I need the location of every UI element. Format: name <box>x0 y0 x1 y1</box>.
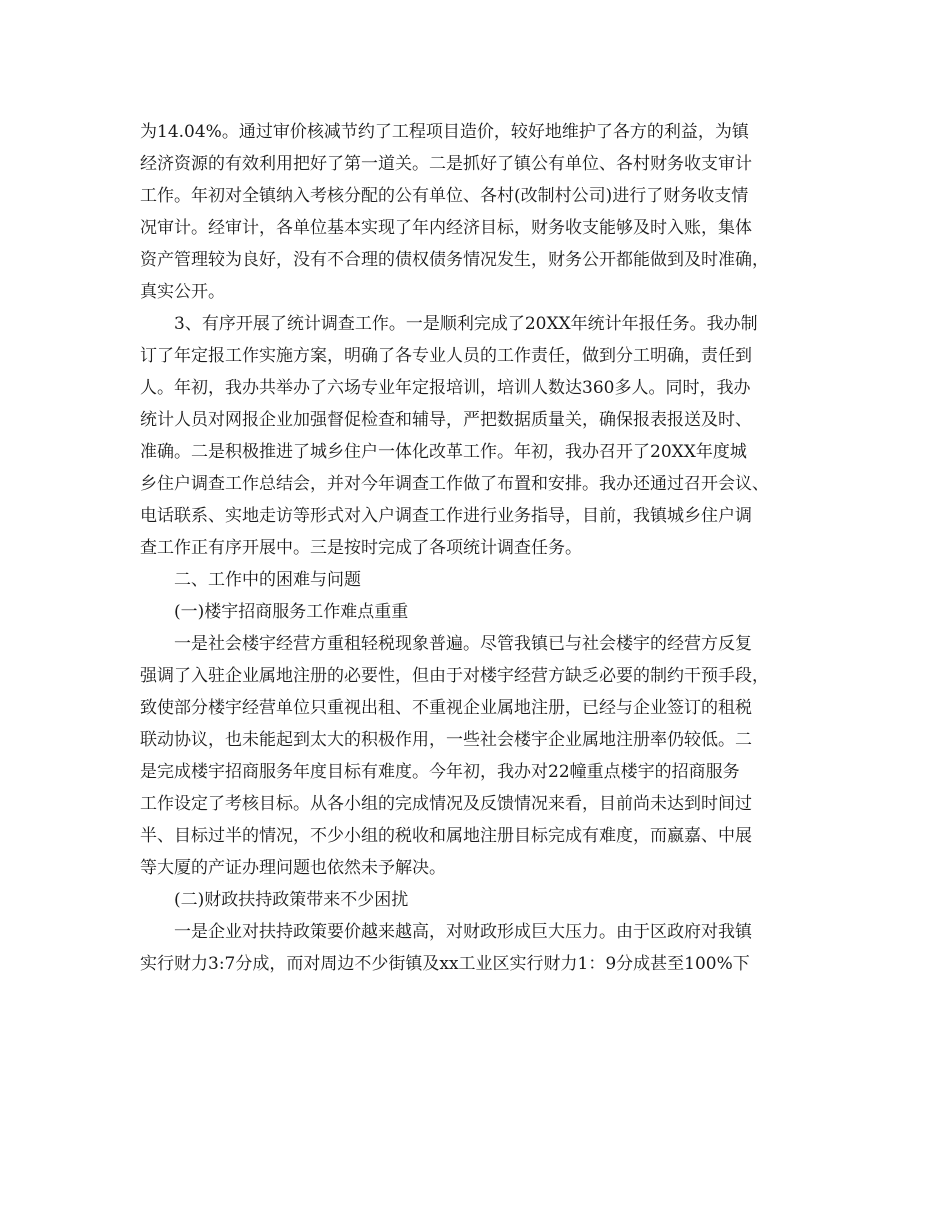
text-line: 实行财力3:7分成，而对周边不少街镇及xx工业区实行财力1：9分成甚至100%下 <box>140 954 750 974</box>
text-line: 是完成楼宇招商服务年度目标有难度。今年初，我办对22幢重点楼宇的招商服务 <box>140 762 740 782</box>
text-line: 等大厦的产证办理问题也依然未予解决。 <box>140 858 446 878</box>
text-line: 一是社会楼宇经营方重租轻税现象普遍。尽管我镇已与社会楼宇的经营方反复 <box>140 634 752 654</box>
text-line: 统计人员对网报企业加强督促检查和辅导，严把数据质量关，确保报表报送及时、 <box>140 410 752 430</box>
section-heading: 二、工作中的困难与问题 <box>140 570 361 590</box>
text-line: 准确。二是积极推进了城乡住户一体化改革工作。年初，我办召开了20XX年度城 <box>140 442 747 462</box>
text-line: 3、有序开展了统计调查工作。一是顺利完成了20XX年统计年报任务。我办制 <box>140 314 758 334</box>
subsection-heading: (一)楼宇招商服务工作难点重重 <box>140 602 409 622</box>
text-line: 工作设定了考核目标。从各小组的完成情况及反馈情况来看，目前尚未达到时间过 <box>140 794 752 814</box>
text-line: 人。年初，我办共举办了六场专业年定报培训，培训人数达360多人。同时，我办 <box>140 378 751 398</box>
text-line: 经济资源的有效利用把好了第一道关。二是抓好了镇公有单位、各村财务收支审计 <box>140 154 752 174</box>
text-line: 一是企业对扶持政策要价越来越高，对财政形成巨大压力。由于区政府对我镇 <box>140 922 752 942</box>
text-line: 半、目标过半的情况，不少小组的税收和属地注册目标完成有难度，而嬴嘉、中展 <box>140 826 752 846</box>
subsection-heading: (二)财政扶持政策带来不少困扰 <box>140 890 409 910</box>
text-line: 联动协议，也未能起到太大的积极作用，一些社会楼宇企业属地注册率仍较低。二 <box>140 730 752 750</box>
text-line: 查工作正有序开展中。三是按时完成了各项统计调查任务。 <box>140 538 582 558</box>
text-line: 工作。年初对全镇纳入考核分配的公有单位、各村(改制村公司)进行了财务收支情 <box>140 186 749 206</box>
text-line: 乡住户调查工作总结会，并对今年调查工作做了布置和安排。我办还通过召开会议、 <box>140 474 769 494</box>
body-text <box>140 116 820 980</box>
text-line: 订了年定报工作实施方案，明确了各专业人员的工作责任，做到分工明确，责任到 <box>140 346 752 366</box>
text-line: 致使部分楼宇经营单位只重视出租、不重视企业属地注册，已经与企业签订的租税 <box>140 698 752 718</box>
text-line: 资产管理较为良好，没有不合理的债权债务情况发生，财务公开都能做到及时准确， <box>140 250 769 270</box>
text-line: 电话联系、实地走访等形式对入户调查工作进行业务指导，目前，我镇城乡住户调 <box>140 506 752 526</box>
text-line: 况审计。经审计，各单位基本实现了年内经济目标，财务收支能够及时入账，集体 <box>140 218 752 238</box>
text-line: 强调了入驻企业属地注册的必要性，但由于对楼宇经营方缺乏必要的制约干预手段， <box>140 666 769 686</box>
text-line: 为14.04%。通过审价核减节约了工程项目造价，较好地维护了各方的利益，为镇 <box>140 122 749 142</box>
text-line: 真实公开。 <box>140 282 225 302</box>
